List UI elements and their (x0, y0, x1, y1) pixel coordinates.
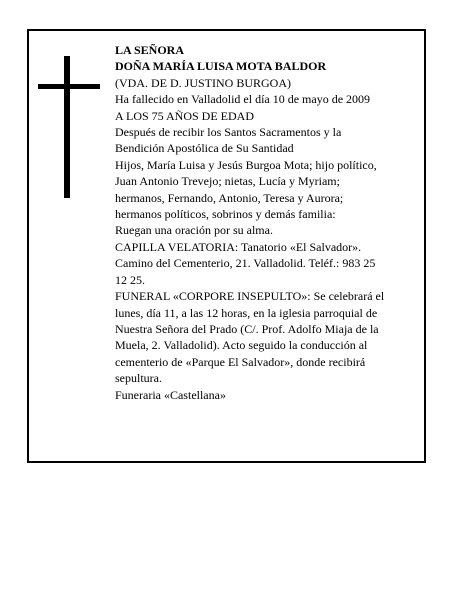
family-line: Juan Antonio Trevejo; nietas, Lucía y Myriam; (115, 174, 340, 189)
cross-vertical-bar (64, 56, 70, 198)
funeral-line: FUNERAL «CORPORE INSEPULTO»: Se celebrará el (115, 289, 385, 304)
family-line: hermanos políticos, sobrinos y demás familia: (115, 207, 336, 222)
funeral-paragraph (115, 288, 425, 386)
chapel-paragraph (115, 239, 425, 288)
widow-of: (VDA. DE D. JUSTINO BURGOA) (115, 75, 291, 90)
notice-text (115, 42, 425, 403)
family-line: Hijos, María Luisa y Jesús Burgoa Mota; hijo político, (115, 157, 377, 172)
death-notice (27, 29, 426, 463)
chapel-line: 12 25. (115, 272, 145, 287)
chapel-line: CAPILLA VELATORIA: Tanatorio «El Salvador». (115, 239, 362, 254)
funeral-line: cementerio de «Parque El Salvador», donde recibirá (115, 354, 366, 369)
funeral-line: Muela, 2. Valladolid). Acto seguido la conducción al (115, 338, 368, 353)
sacraments-line: Después de recibir los Santos Sacramentos y la (115, 125, 342, 140)
prayer-request: Ruegan una oración por su alma. (115, 223, 273, 238)
funeral-line: Nuestra Señora del Prado (C/. Prof. Adolfo Miaja de la (115, 321, 379, 336)
funeral-line: sepultura. (115, 371, 162, 386)
funeral-line: lunes, día 11, a las 12 horas, en la iglesia parroquial de (115, 305, 378, 320)
cross-icon (38, 56, 100, 198)
funeral-home: Funeraria «Castellana» (115, 387, 226, 402)
family-paragraph (115, 157, 425, 223)
family-line: hermanos, Fernando, Antonio, Teresa y Aurora; (115, 190, 344, 205)
notice-heading: LA SEÑORA (115, 43, 185, 57)
chapel-line: Camino del Cementerio, 21. Valladolid. Teléf.: 983 25 (115, 256, 376, 271)
deceased-name: DOÑA MARÍA LUISA MOTA BALDOR (115, 59, 327, 74)
sacraments-line: Bendición Apostólica de Su Santidad (115, 141, 294, 156)
death-statement: Ha fallecido en Valladolid el día 10 de mayo de 2009 (115, 92, 371, 107)
age-statement: A LOS 75 AÑOS DE EDAD (115, 108, 255, 123)
sacraments-paragraph (115, 124, 425, 157)
cross-horizontal-bar (38, 84, 100, 89)
